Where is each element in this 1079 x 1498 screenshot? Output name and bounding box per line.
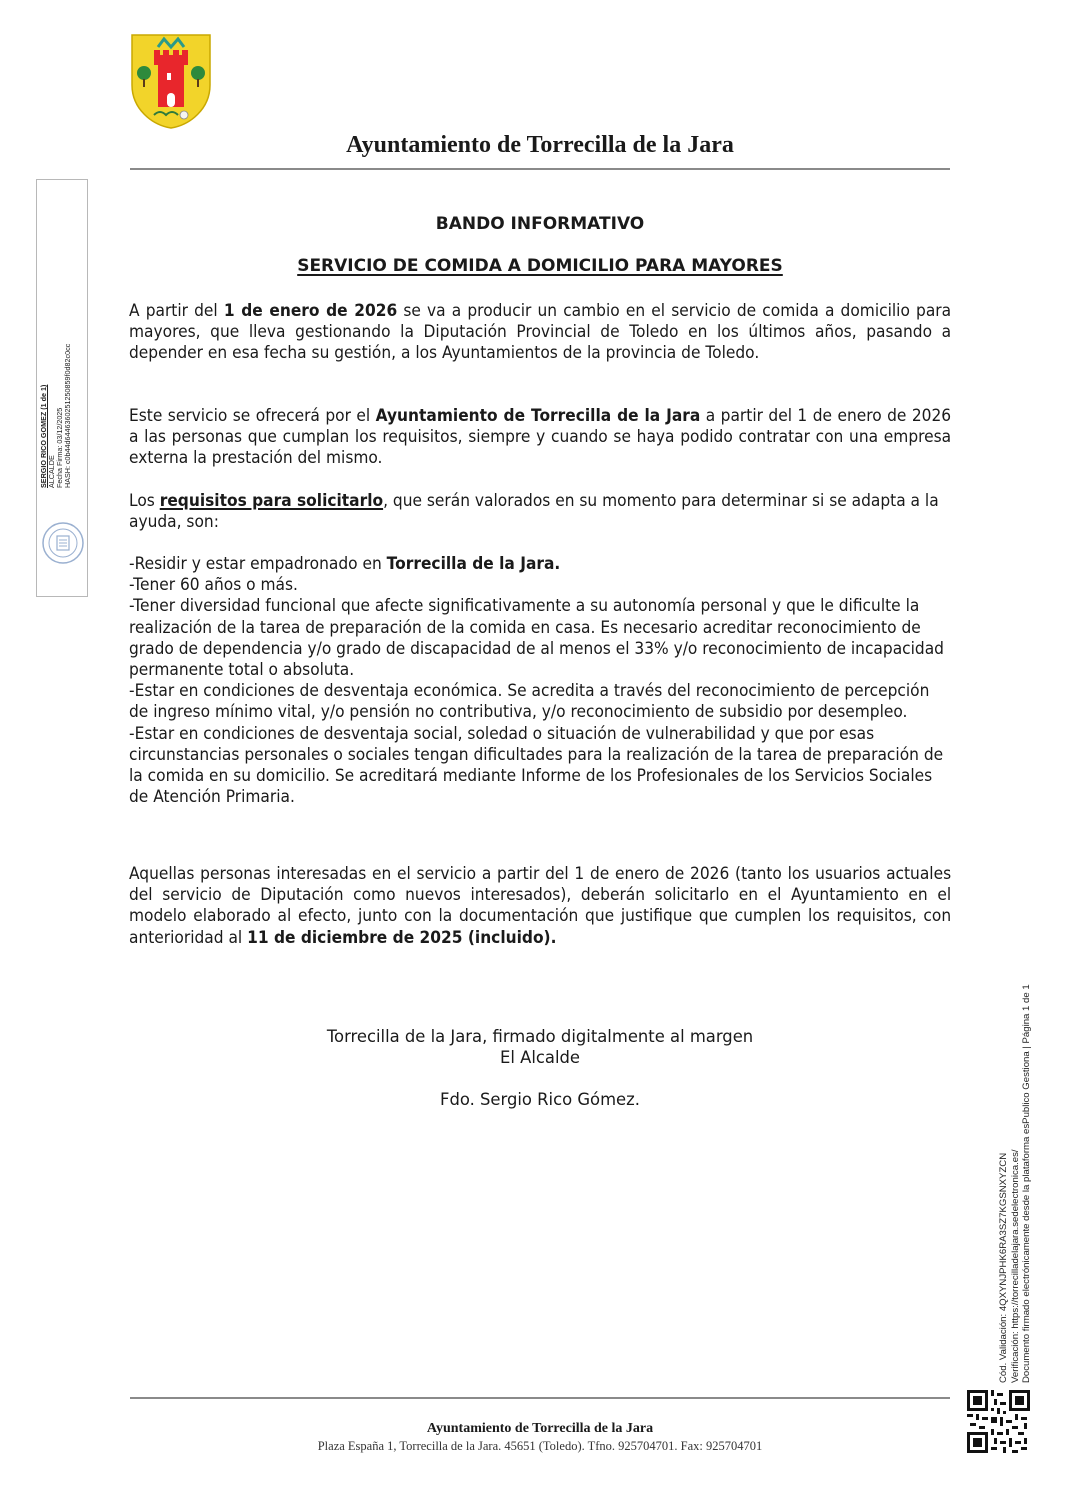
requirement-item [129, 553, 951, 574]
paragraph-deadline [129, 863, 951, 948]
requirements-heading: requisitos para solicitarlo [159, 491, 384, 510]
footer-divider [130, 1397, 950, 1399]
closing-block [130, 1026, 950, 1110]
requirements-list [129, 553, 951, 807]
signature-date: Fecha Firma: 03/12/2025 [55, 407, 64, 488]
coat-of-arms-logo [130, 33, 212, 129]
document-subtitle [130, 256, 950, 276]
footer-name: Ayuntamiento de Torrecilla de la Jara [426, 1421, 654, 1436]
text: se va a producir un cambio en el servicio de comida a domicilio para mayores, que lleva gestionando la Diputación Provincial de Toledo en los últimos años, pasando a depender en esa fecha su gestión, a los Ayuntamientos de la provincia de Toledo. [129, 301, 952, 363]
deadline-date: 11 de diciembre de 2025 (incluido). [247, 927, 557, 947]
header-title: Ayuntamiento de Torrecilla de la Jara [346, 132, 734, 158]
platform-note: Documento firmado electrónicamente desde la plataforma esPublico Gestiona | Página 1 de 1 [1021, 984, 1032, 1383]
start-date: 1 de enero de 2026 [223, 301, 398, 320]
qr-code-icon[interactable] [967, 1390, 1030, 1453]
paragraph-service [129, 405, 951, 469]
town-name: Torrecilla de la Jara. [386, 554, 561, 573]
closing-signature: Fdo. Sergio Rico Gómez. [440, 1090, 640, 1109]
text: a partir del 1 de enero de 2026 a las personas que cumplan los requisitos, siempre y cuando se haya podido contratar con una empresa externa la prestación del mismo. [129, 406, 952, 468]
text: Este servicio se ofrecerá por el [129, 406, 376, 425]
signer-name: SERGIO RICO GOMEZ (1 de 1) [39, 384, 48, 488]
text: -Residir y estar empadronado en [129, 554, 387, 573]
requirement-item: -Estar en condiciones de desventaja social, soledad o situación de vulnerabilidad y que por esas circunstancias personales o sociales tengan dificultades para la realización de la tarea de preparación de la comida en su domicilio. Se acreditará mediante Informe de los Profesionales de los Servicios Sociales de Atención Primaria. [129, 723, 944, 807]
document-subtitle-text: SERVICIO DE COMIDA A DOMICILIO PARA MAYORES [297, 256, 783, 276]
ayuntamiento-name: Ayuntamiento de Torrecilla de la Jara [375, 406, 701, 425]
requirement-item: -Estar en condiciones de desventaja económica. Se acredita a través del reconocimiento de percepción de ingreso mínimo vital, y/o pensión no contributiva, y/o reconocimiento de subsidio por desempleo. [129, 681, 930, 722]
verification-url[interactable]: Verificación: https://torrecilladelajara.sedelectronica.es/ [1009, 1149, 1021, 1383]
header-divider [130, 168, 950, 170]
validation-code: Cód. Validación: 4QXYNJPHK6RA3SZ7KGSNXYZCN [998, 1152, 1009, 1383]
text: A partir del [129, 301, 224, 320]
signer-role: ALCALDE [47, 455, 56, 488]
text: , que serán valorados en su momento para determinar si se adapta a la ayuda, son: [129, 491, 939, 532]
signature-details [40, 288, 72, 488]
requirement-item: -Tener 60 años o más. [129, 575, 298, 595]
closing-place: Torrecilla de la Jara, firmado digitalmente al margen [326, 1027, 754, 1046]
requirement-item: -Tener diversidad funcional que afecte significativamente a su autonomía personal y que le dificulte la realización de la tarea de preparación de la comida en casa. Es necesario acreditar reconocimiento de grado de dependencia y/o grado de discapacidad de al menos el 33% y/o reconocimiento de incapacidad permanente total o absoluta. [129, 596, 944, 680]
document-title: BANDO INFORMATIVO [435, 214, 645, 234]
paragraph-requirements-intro [129, 490, 951, 532]
verification-details [998, 913, 1033, 1383]
text: Los [129, 491, 160, 510]
footer-address: Plaza España 1, Torrecilla de la Jara. 45651 (Toledo). Tfno. 925704701. Fax: 925704701 [317, 1439, 763, 1453]
paragraph-intro [129, 300, 951, 364]
official-seal-icon [41, 521, 85, 565]
closing-role: El Alcalde [500, 1048, 580, 1067]
text: Aquellas personas interesadas en el servicio a partir del 1 de enero de 2026 (tanto los usuarios actuales del servicio de Diputación como nuevos interesados), deberán solicitarlo en el Ayuntamiento en el modelo elaborado al efecto, junto con la documentación que justifique que cumplen los requisitos, con anterioridad al [129, 864, 952, 947]
signature-hash: HASH: c0b44d6446360251250859f0d82c0cc [63, 343, 72, 488]
